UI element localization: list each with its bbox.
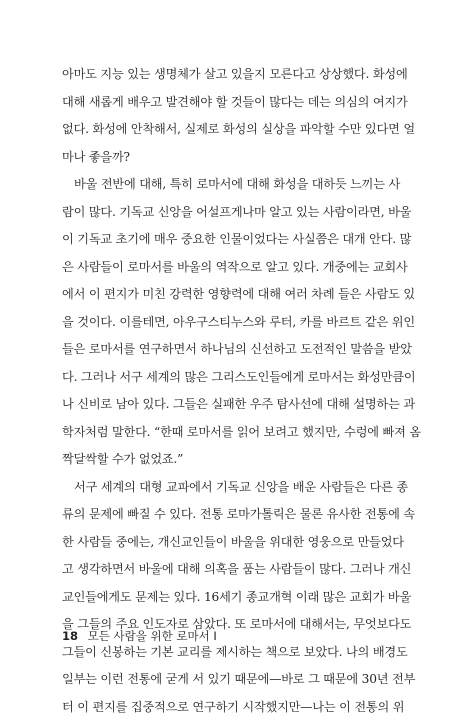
text-line: 아마도 지능 있는 생명체가 살고 있을지 모른다고 상상했다. 화성에 — [62, 61, 400, 89]
text-line: 은 사람들이 로마서를 바울의 역작으로 알고 있다. 개중에는 교회사 — [62, 254, 400, 282]
text-line: 서구 세계의 대형 교파에서 기독교 신앙을 배운 사람들은 다른 종 — [62, 474, 400, 502]
page-footer — [62, 628, 217, 644]
text-line: 고 생각하면서 바울에 대해 의혹을 품는 사람들이 많다. 그러나 개신 — [62, 556, 400, 584]
text-line: 류의 문제에 빠질 수 있다. 전통 로마가톨릭은 물론 유사한 전통에 속 — [62, 501, 400, 529]
text-line: 없다. 화성에 안착해서, 실제로 화성의 실상을 파악할 수만 있다면 얼 — [62, 116, 400, 144]
text-line: 터 이 편지를 집중적으로 연구하기 시작했지만—나는 이 전통의 위 — [62, 694, 400, 721]
text-line: 일부는 이런 전통에 굳게 서 있기 때문에—바로 그 때문에 30년 전부 — [62, 666, 400, 694]
text-line: 한 사람들 중에는, 개신교인들이 바울을 위대한 영웅으로 만들었다 — [62, 529, 400, 557]
text-line: 다. 그러나 서구 세계의 많은 그리스도인들에게 로마서는 화성만큼이 — [62, 364, 400, 392]
text-line: 짝달싹할 수가 없었죠.” — [62, 446, 400, 474]
text-line: 에서 이 편지가 미친 강력한 영향력에 대해 여러 차례 들은 사람도 있 — [62, 281, 400, 309]
page-number: 18 — [62, 629, 78, 643]
text-line: 학자처럼 말한다. “한때 로마서를 읽어 보려고 했지만, 수렁에 빠져 옴 — [62, 419, 400, 447]
text-line: 을 것이다. 이를테면, 아우구스티누스와 루터, 카를 바르트 같은 위인 — [62, 309, 400, 337]
text-line: 바울 전반에 대해, 특히 로마서에 대해 화성을 대하듯 느끼는 사 — [62, 171, 400, 199]
text-line: 람이 많다. 기독교 신앙을 어설프게나마 알고 있는 사람이라면, 바울 — [62, 199, 400, 227]
text-line: 그들이 신봉하는 기본 교리를 제시하는 책으로 보았다. 나의 배경도 — [62, 639, 400, 667]
text-line: 교인들에게도 문제는 있다. 16세기 종교개혁 이래 많은 교회가 바울 — [62, 584, 400, 612]
text-line: 나 신비로 남아 있다. 그들은 실패한 우주 탐사선에 대해 설명하는 과 — [62, 391, 400, 419]
text-line: 대해 새롭게 배우고 발견해야 할 것들이 많다는 데는 의심의 여지가 — [62, 89, 400, 117]
running-title: 모든 사람을 위한 로마서 I — [88, 629, 217, 643]
text-line: 들은 로마서를 연구하면서 하나님의 신선하고 도전적인 말씀을 받았 — [62, 336, 400, 364]
body-text — [62, 61, 400, 721]
text-line: 이 기독교 초기에 매우 중요한 인물이었다는 사실쯤은 대개 안다. 많 — [62, 226, 400, 254]
text-line: 을 그들의 주요 인도자로 삼았다. 또 로마서에 대해서는, 무엇보다도 — [62, 611, 400, 639]
text-line: 마나 좋을까? — [62, 144, 400, 172]
